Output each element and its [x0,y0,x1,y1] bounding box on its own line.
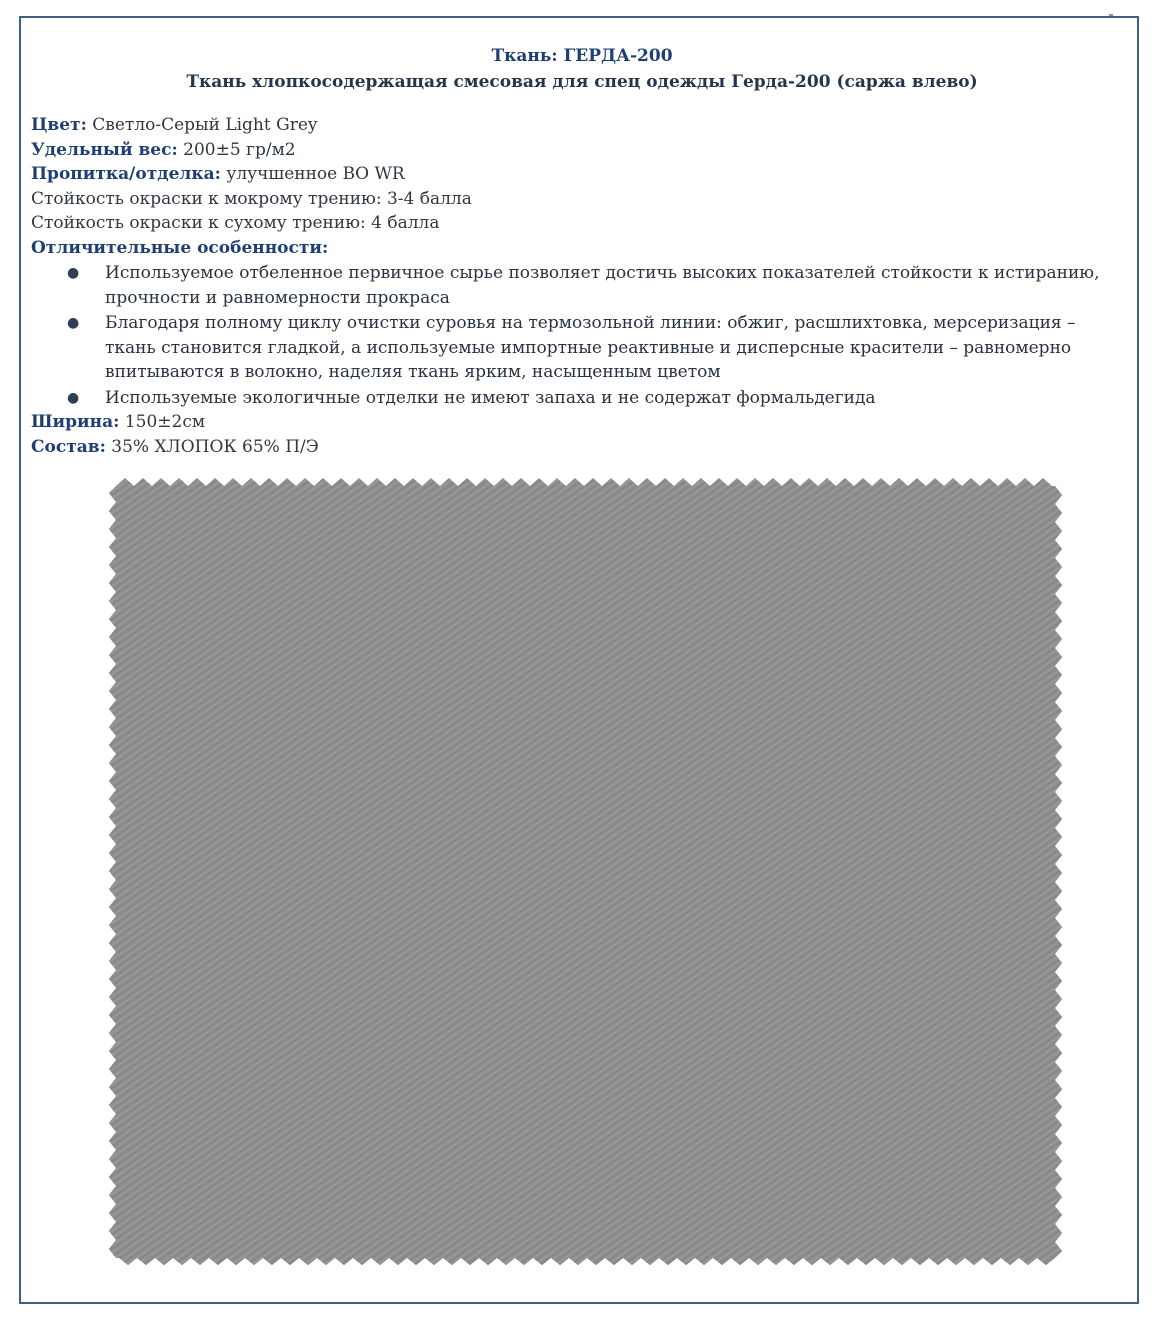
spec-color-label: Цвет: [31,115,87,135]
title-value: ГЕРДА-200 [563,46,673,66]
feature-item [31,386,1131,411]
feature-item [31,261,1131,310]
feature-text: Используемые экологичные отделки не имеют запаха и не содержат формальдегида [105,387,876,408]
title-label: Ткань: [491,46,558,66]
feature-text: Используемое отбеленное первичное сырье позволяет достичь высоких показателей стойкости к истиранию, прочности и равномерности прокраса [105,263,1100,308]
feature-item [31,311,1131,385]
bullet-icon: ● [67,315,80,331]
spec-finish-label: Пропитка/отделка: [31,164,221,184]
spec-dry-rub: Стойкость окраски к сухому трению: 4 балла [31,213,440,233]
fabric-swatch [109,478,1062,1265]
scan-mark [1109,14,1113,16]
spec-weight-label: Удельный вес: [31,139,178,160]
spec-composition-label: Состав: [31,436,106,457]
document-header [0,43,1164,95]
spec-width-label: Ширина: [31,412,120,432]
feature-text: Благодаря полному циклу очистки суровья на термозольной линии: обжиг, расшлихтовка, мерсеризация – ткань становится гладкой, а используемые импортные реактивные и дисперсные красители – равномерно впитываются в волокно, наделяя ткань ярким, насыщенным цветом [105,313,1076,382]
spec-width [31,410,1131,435]
spec-composition [31,435,1131,460]
spec-width-value: 150±2см [124,412,206,432]
spec-weight [31,138,1131,163]
fabric-swatch-image [108,478,1063,1266]
document-title [0,43,1164,69]
fabric-specs [31,113,1131,459]
document-subtitle: Ткань хлопкосодержащая смесовая для спец одежды Герда-200 (саржа влево) [186,72,978,92]
features-list [31,261,1131,410]
spec-color [31,113,1131,138]
features-heading: Отличительные особенности: [31,237,329,258]
spec-finish [31,162,1131,187]
bullet-icon: ● [67,265,80,281]
spec-composition-value: 35% ХЛОПОК 65% П/Э [111,436,319,457]
spec-finish-value: улучшенное ВО WR [226,164,405,184]
spec-color-value: Светло-Серый Light Grey [92,115,318,135]
spec-wet-rub: Стойкость окраски к мокрому трению: 3-4 балла [31,188,472,209]
spec-weight-value: 200±5 гр/м2 [183,139,296,160]
bullet-icon: ● [67,389,80,406]
